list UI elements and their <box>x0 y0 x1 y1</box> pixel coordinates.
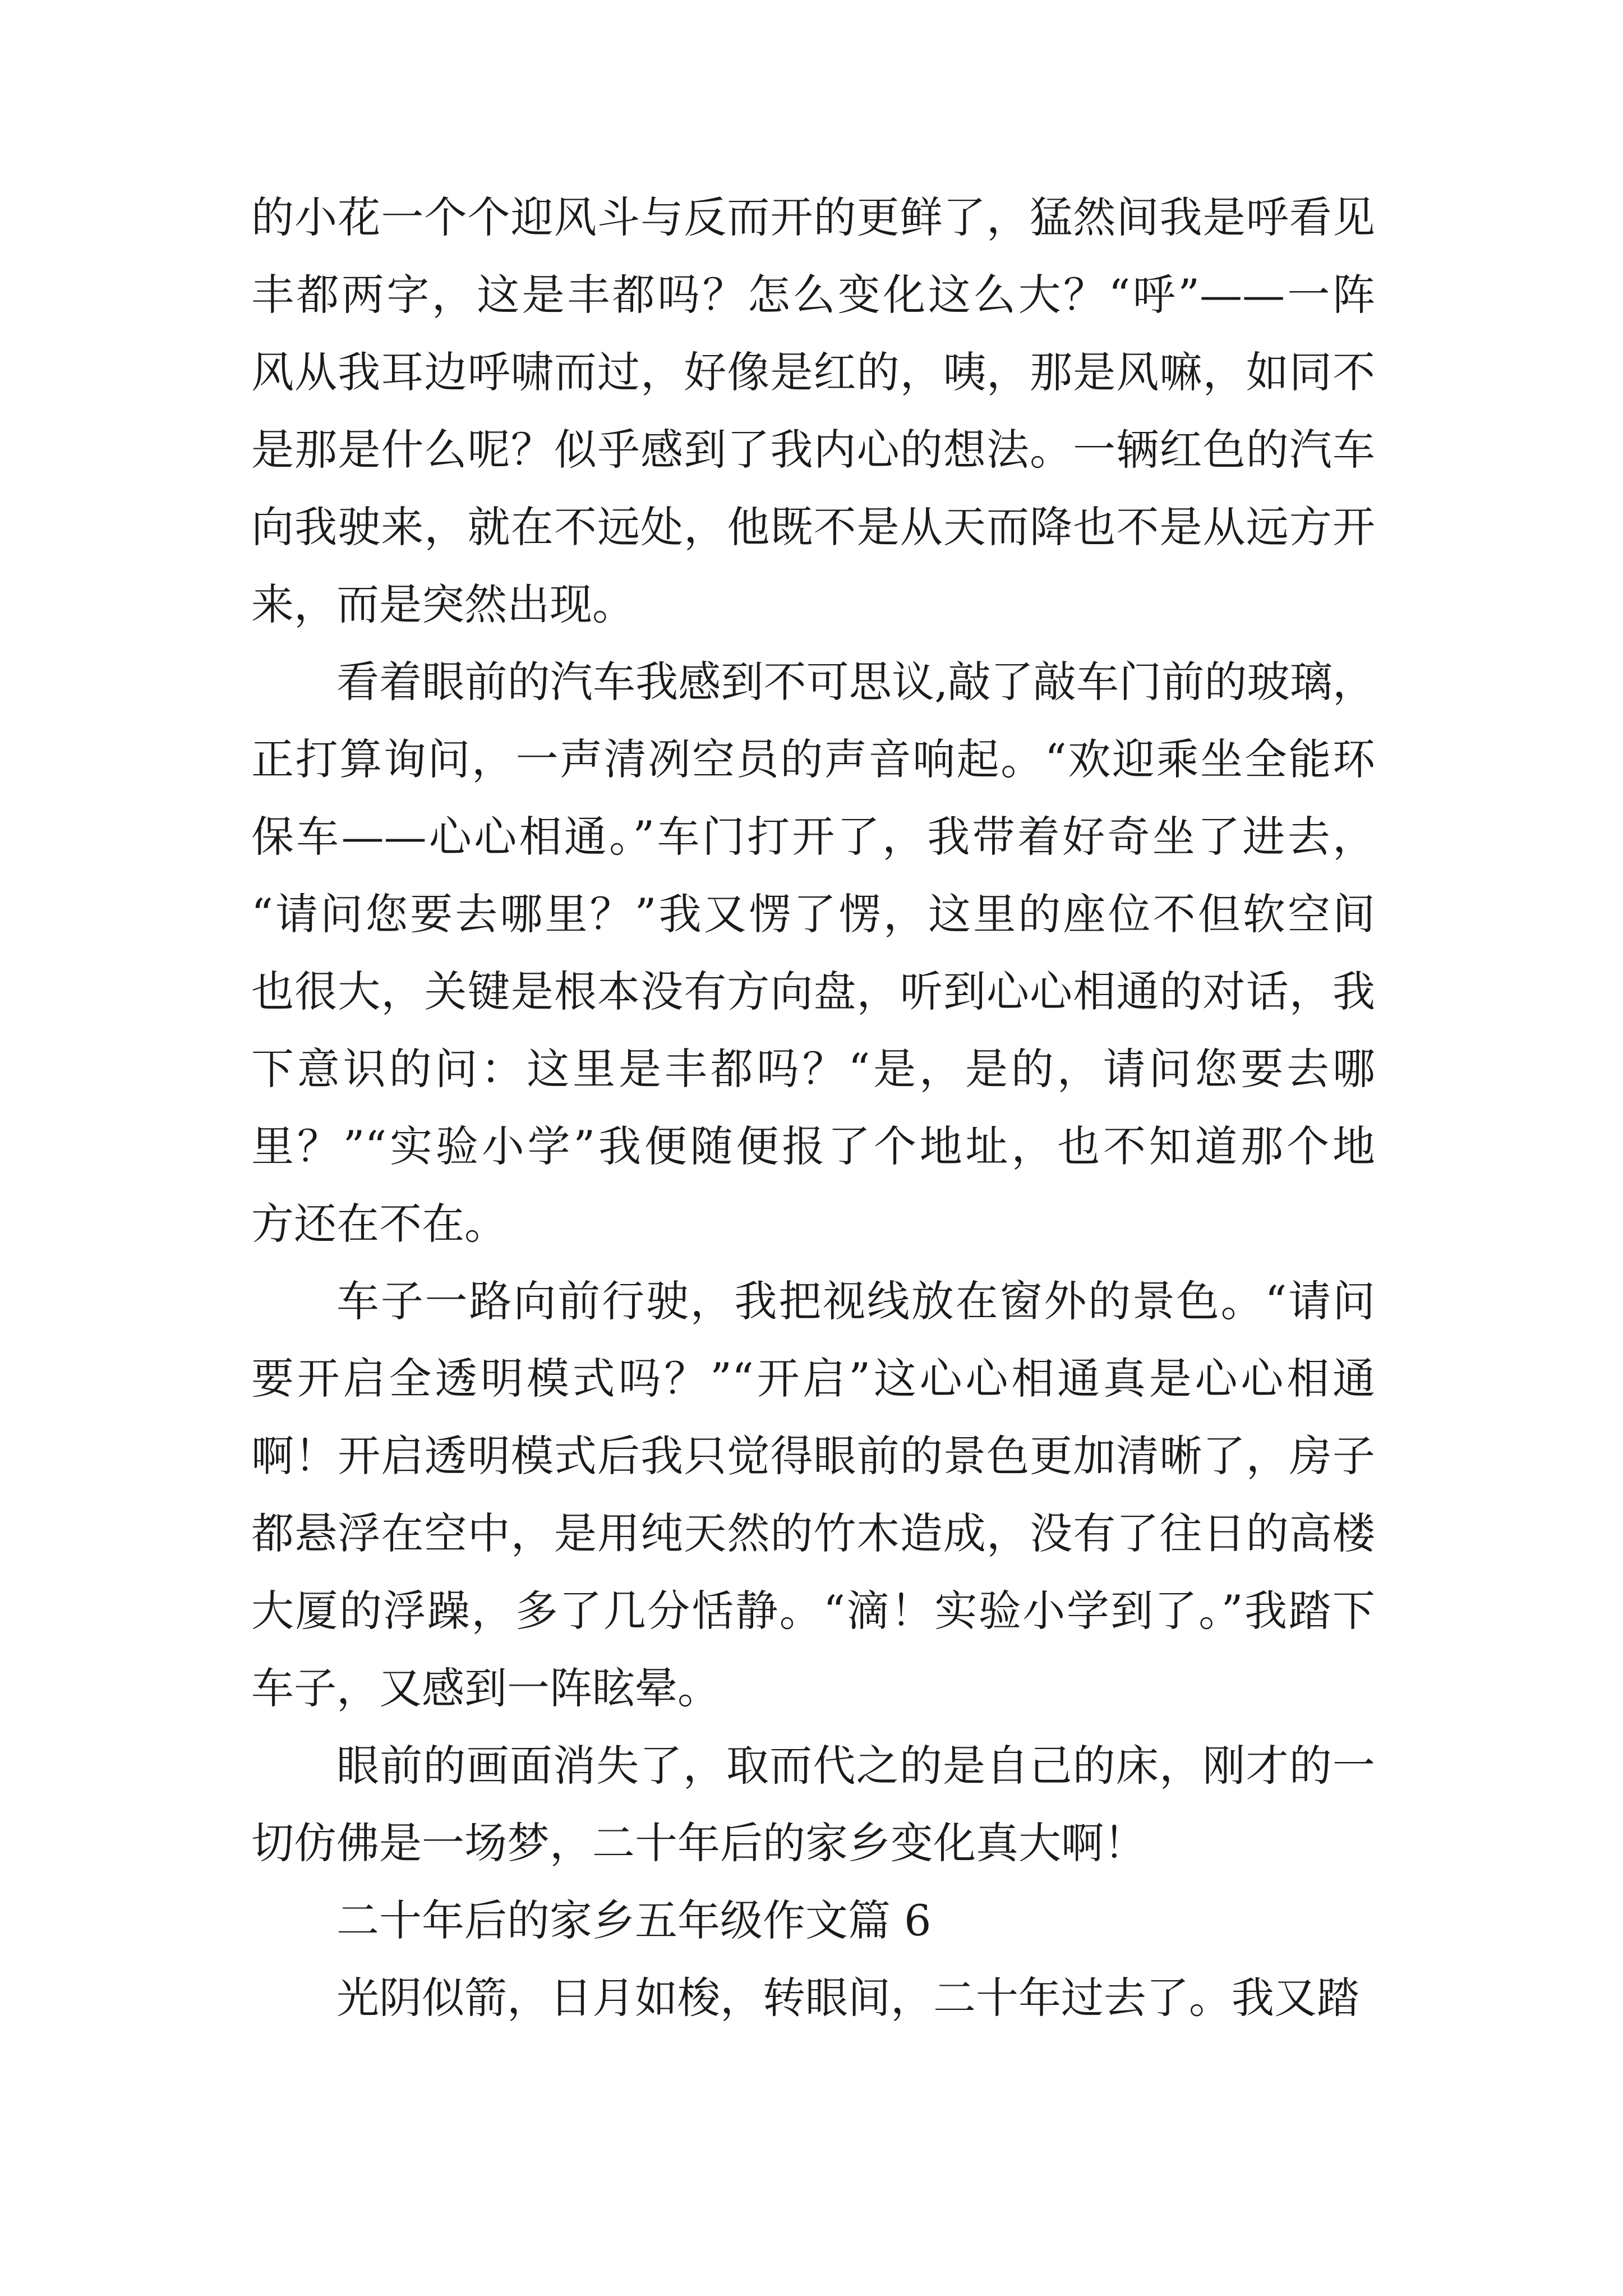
text-line: 也很大，关键是根本没有方向盘，听到心心相通的对话，我 <box>251 967 1375 1016</box>
text-line: 眼前的画面消失了，取而代之的是自己的床，刚才的一 <box>336 1741 1375 1791</box>
paragraph <box>251 1959 1375 2037</box>
paragraph <box>251 1263 1375 1727</box>
text-line: 切仿佛是一场梦，二十年后的家乡变化真大啊！ <box>251 1818 1146 1868</box>
text-line: 光阴似箭，日月如梭，转眼间，二十年过去了。我又踏 <box>336 1973 1359 2023</box>
text-line: 正打算询问，一声清冽空员的声音响起。“欢迎乘坐全能环 <box>251 734 1375 784</box>
body-text <box>251 179 1375 2037</box>
text-line: 下意识的问：这里是丰都吗？“是，是的，请问您要去哪 <box>251 1044 1375 1094</box>
paragraph <box>251 643 1375 1263</box>
text-line: 车子一路向前行驶，我把视线放在窗外的景色。“请问 <box>336 1276 1375 1326</box>
text-line: 啊！开启透明模式后我只觉得眼前的景色更加清晰了，房子 <box>251 1431 1375 1481</box>
text-line: “请问您要去哪里？”我又愣了愣，这里的座位不但软空间 <box>251 889 1375 939</box>
text-line: 车子，又感到一阵眩晕。 <box>251 1663 720 1713</box>
text-line: 里？”“实验小学”我便随便报了个地址，也不知道那个地 <box>251 1121 1375 1171</box>
text-line: 是那是什么呢？似乎感到了我内心的想法。一辆红色的汽车 <box>251 425 1375 475</box>
text-line: 风从我耳边呼啸而过，好像是红的，咦，那是风嘛，如同不 <box>251 347 1375 397</box>
text-line: 的小花一个个迎风斗与反而开的更鲜了，猛然间我是呼看见 <box>251 192 1375 242</box>
text-line: 要开启全透明模式吗？”“开启”这心心相通真是心心相通 <box>251 1354 1375 1404</box>
paragraph <box>251 1882 1375 1959</box>
text-line: 都悬浮在空中，是用纯天然的竹木造成，没有了往日的高楼 <box>251 1508 1375 1558</box>
text-line: 丰都两字，这是丰都吗？怎么变化这么大？“呼”——一阵 <box>251 270 1375 320</box>
paragraph <box>251 179 1375 643</box>
paragraph <box>251 1727 1375 1882</box>
text-line: 大厦的浮躁，多了几分恬静。“滴！实验小学到了。”我踏下 <box>251 1586 1375 1636</box>
text-line: 方还在不在。 <box>251 1199 507 1249</box>
text-line: 保车——心心相通。”车门打开了，我带着好奇坐了进去， <box>251 812 1375 862</box>
text-line: 来，而是突然出现。 <box>251 579 635 629</box>
text-line: 向我驶来，就在不远处，他既不是从天而降也不是从远方开 <box>251 502 1375 552</box>
text-line: 看着眼前的汽车我感到不可思议,敲了敲车门前的玻璃， <box>336 657 1375 707</box>
text-line: 二十年后的家乡五年级作文篇 6 <box>336 1895 932 1945</box>
